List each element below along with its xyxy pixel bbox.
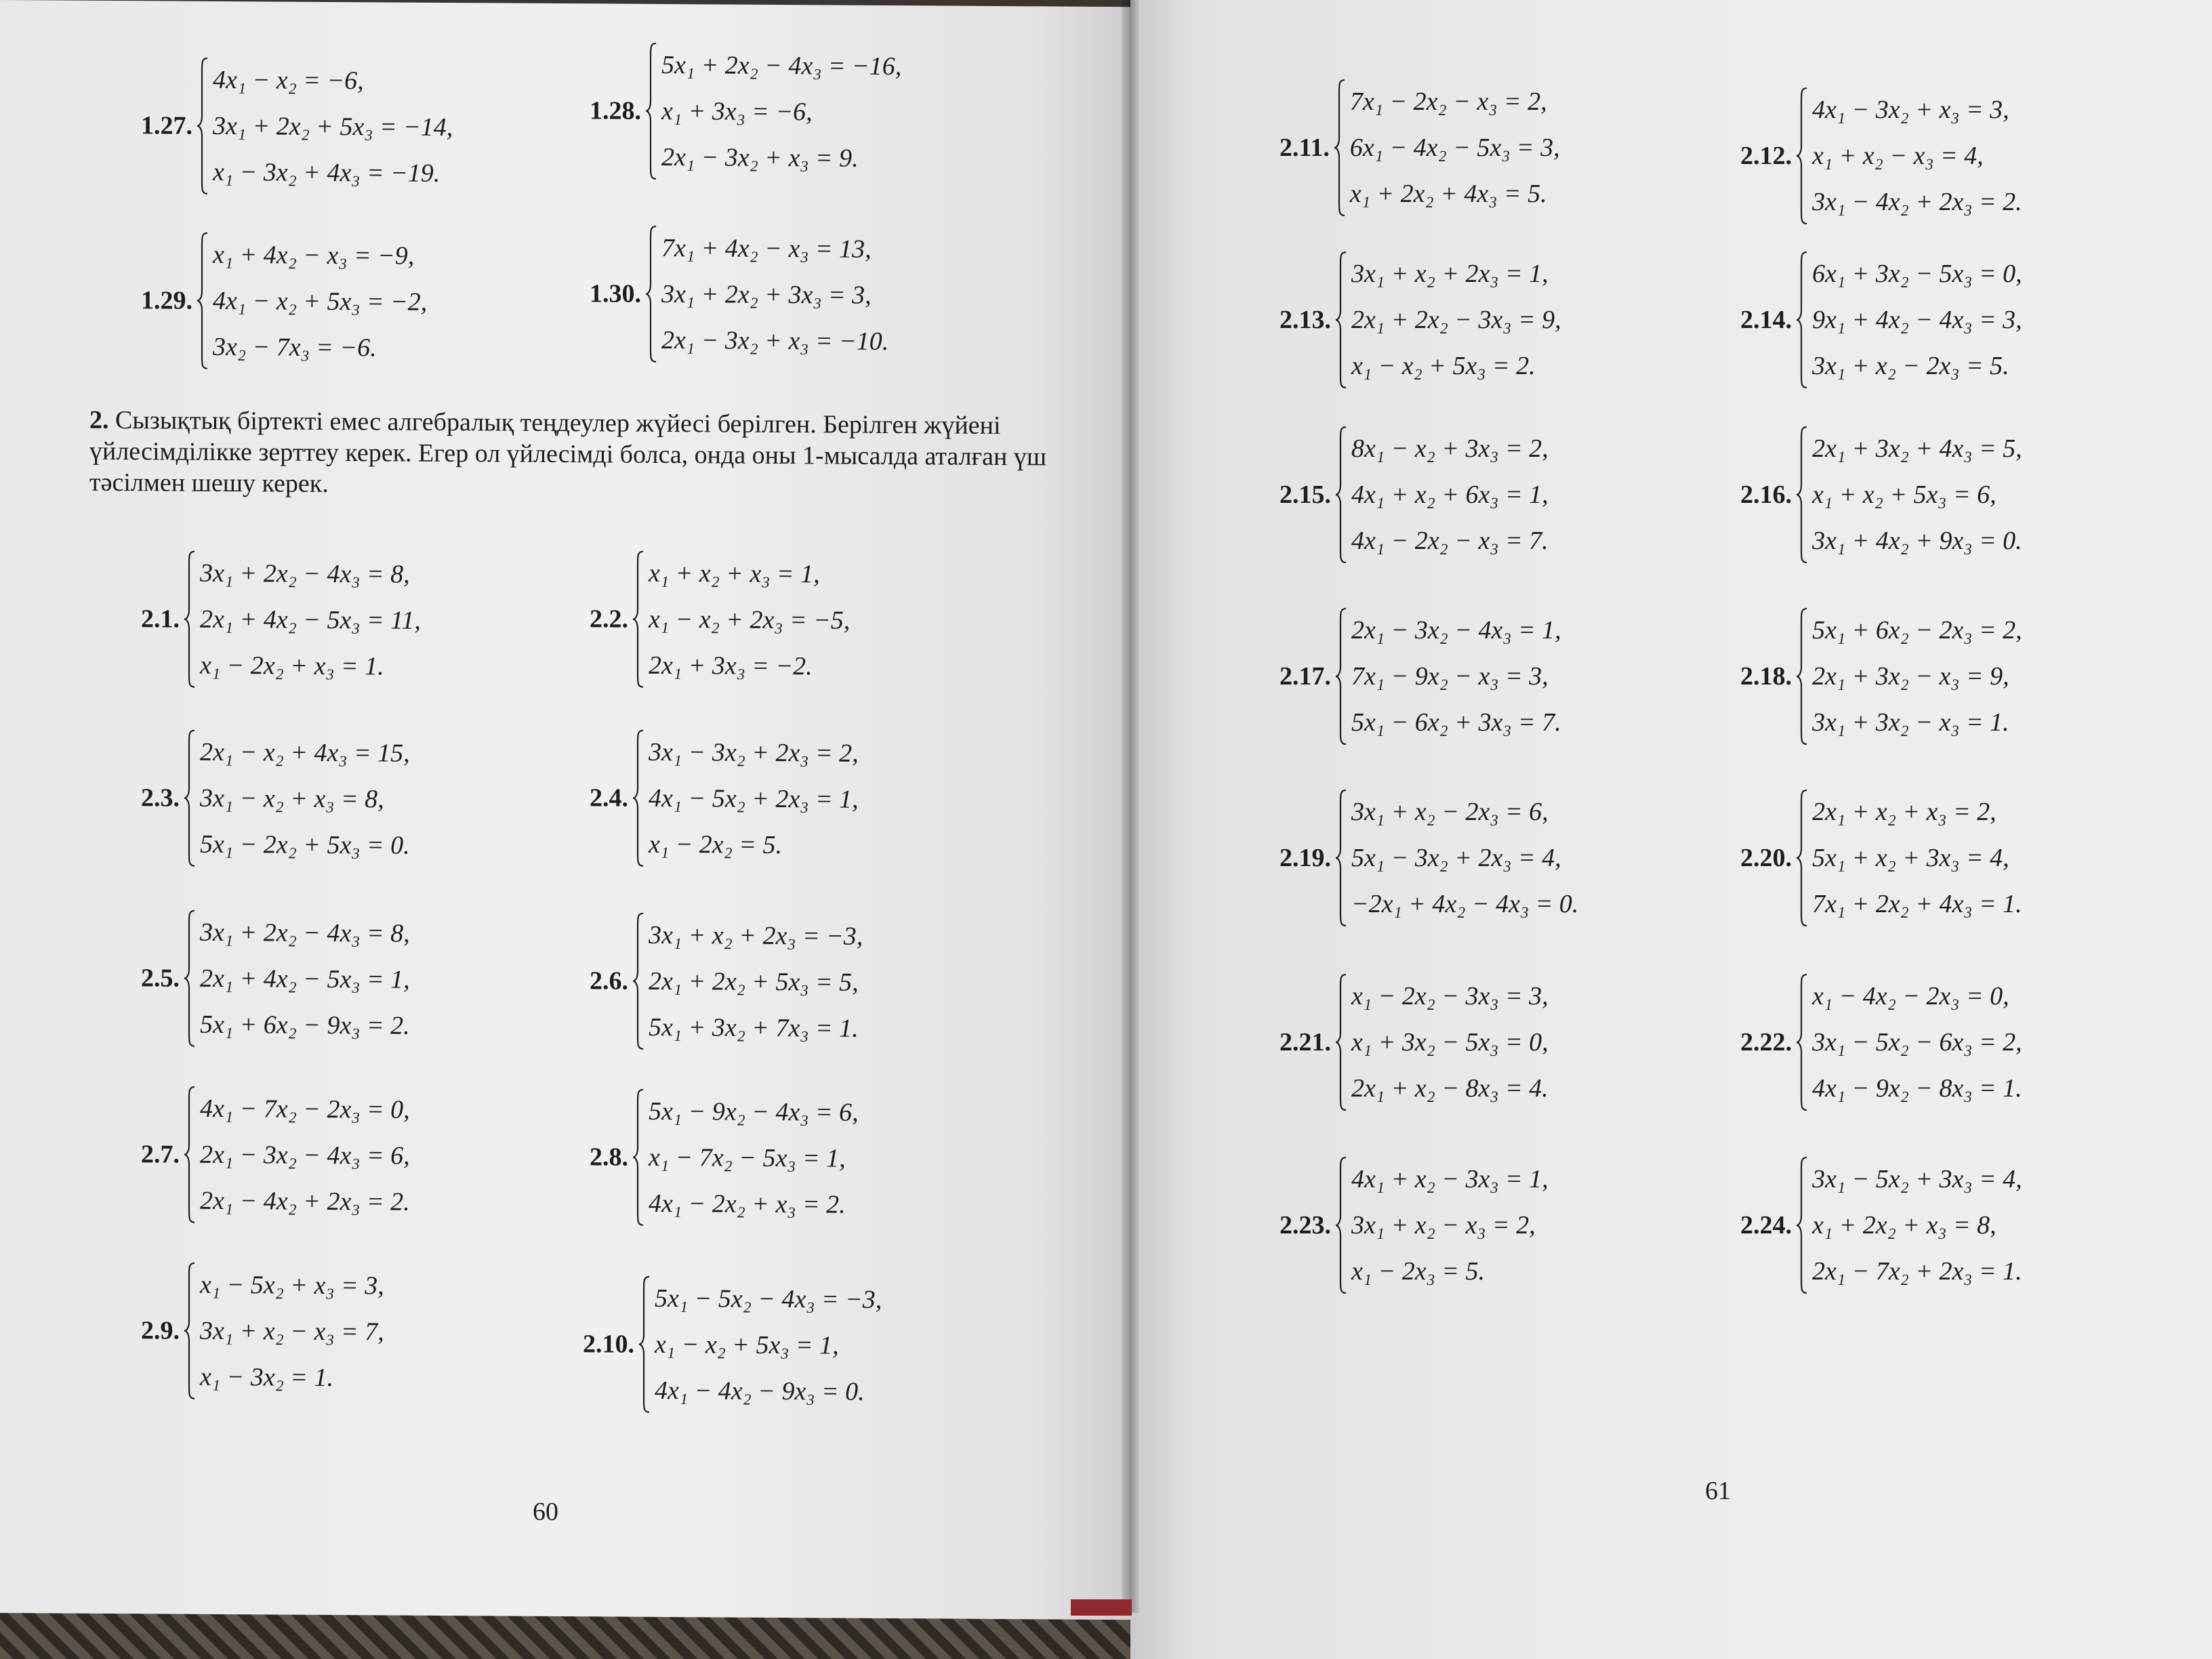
- equation: x₁ + x₂ + x₃ = 1,: [649, 558, 820, 589]
- problem-2-14: [1740, 251, 2022, 389]
- page-number-left: 60: [533, 1497, 558, 1527]
- left-page: [0, 0, 1130, 1620]
- problem-2-12: [1740, 87, 2022, 225]
- equation: 8x₁ − x₂ + 3x₃ = 2,: [1351, 434, 1549, 463]
- problem-2-15: [1279, 426, 1549, 564]
- equation-system: [649, 550, 850, 690]
- problem-number: 2.2.: [590, 605, 628, 634]
- equation-system: [1351, 973, 1549, 1111]
- equation: 2x₁ − x₂ + 4x₃ = 15,: [200, 737, 410, 768]
- equation-system: [1350, 79, 1560, 217]
- problem-number: 2.10.: [583, 1330, 634, 1359]
- equation: 3x₁ + 2x₂ + 3x₃ = 3,: [661, 279, 872, 310]
- problem-number: 2.18.: [1740, 662, 1792, 691]
- equation: 4x₁ − x₂ + 5x₃ = −2,: [213, 286, 428, 316]
- equation: 4x₁ + x₂ + 6x₃ = 1,: [1351, 480, 1549, 509]
- equation-system: [1351, 1156, 1549, 1294]
- problem-2-16: [1740, 426, 2022, 564]
- equation: 5x₁ − 9x₂ − 4x₃ = 6,: [649, 1097, 859, 1127]
- equation: 3x₁ − 3x₂ + 2x₃ = 2,: [649, 737, 859, 768]
- brace-icon: [1796, 789, 1808, 927]
- problem-number: 2.24.: [1740, 1211, 1792, 1240]
- brace-icon: [1796, 973, 1808, 1111]
- problem-number: 2.23.: [1279, 1211, 1331, 1240]
- equation: 2x₁ − 3x₂ − 4x₃ = 6,: [200, 1140, 410, 1170]
- equation: x₁ − x₂ + 2x₃ = −5,: [649, 605, 851, 635]
- equation: x₁ − x₂ + 5x₃ = 2.: [1351, 352, 1536, 380]
- equation: 4x₁ − 4x₂ − 9x₃ = 0.: [655, 1376, 865, 1406]
- problem-2-18: [1740, 607, 2022, 745]
- problem-2-2: [590, 550, 850, 689]
- problem-1-27: [141, 56, 453, 197]
- brace-icon: [1796, 426, 1808, 564]
- problem-number: 2.8.: [590, 1143, 628, 1172]
- brace-icon: [632, 550, 644, 689]
- equation: 9x₁ + 4x₂ − 4x₃ = 3,: [1812, 306, 2022, 334]
- brace-icon: [1335, 973, 1347, 1111]
- equation: 2x₁ − 3x₂ + x₃ = 9.: [661, 142, 859, 173]
- left-top-problem-area: [0, 0, 1130, 363]
- equation: 7x₁ − 9x₂ − x₃ = 3,: [1351, 662, 1549, 691]
- equation-system: [1812, 251, 2022, 389]
- book-gutter: [1122, 0, 1139, 1613]
- problem-2-23: [1279, 1156, 1549, 1294]
- equation-system: [1812, 87, 2022, 225]
- equation: 3x₁ − x₂ + x₃ = 8,: [200, 783, 384, 814]
- equation-system: [1812, 607, 2022, 745]
- equation: 3x₁ + x₂ − 2x₃ = 6,: [1351, 798, 1549, 826]
- problem-number: 2.14.: [1740, 306, 1792, 334]
- equation-system: [200, 909, 410, 1049]
- equation: x₁ + x₂ + 5x₃ = 6,: [1812, 480, 1996, 509]
- equation-system: [649, 912, 863, 1052]
- brace-icon: [184, 1262, 196, 1400]
- problem-2-22: [1740, 973, 2022, 1111]
- brace-icon: [632, 1088, 644, 1227]
- equation-system: [1351, 789, 1578, 927]
- equation: 3x₁ + x₂ − 2x₃ = 5.: [1812, 352, 2009, 380]
- problem-number: 2.13.: [1279, 306, 1331, 334]
- equation: 5x₁ − 3x₂ + 2x₃ = 4,: [1351, 844, 1561, 872]
- equation: 5x₁ + 2x₂ − 4x₃ = −16,: [661, 50, 902, 81]
- problem-number: 1.30.: [590, 279, 641, 308]
- equation: x₁ − 2x₂ − 3x₃ = 3,: [1351, 982, 1549, 1010]
- problem-number: 2.5.: [141, 964, 180, 993]
- equation-system: [1812, 426, 2022, 564]
- brace-icon: [1335, 789, 1347, 927]
- task-statement: [89, 405, 1065, 504]
- problem-2-20: [1740, 789, 2022, 927]
- problem-2-11: [1279, 79, 1560, 217]
- problem-number: 2.4.: [590, 783, 628, 813]
- equation-system: [655, 1275, 882, 1415]
- equation: 4x₁ − 3x₂ + x₃ = 3,: [1812, 96, 2009, 124]
- equation: 3x₁ + 3x₂ − x₃ = 1.: [1812, 708, 2009, 737]
- equation: 3x₁ + 2x₂ − 4x₃ = 8,: [200, 918, 410, 948]
- equation-system: [213, 57, 453, 197]
- problem-number: 2.12.: [1740, 142, 1792, 170]
- brace-icon: [1796, 1156, 1808, 1294]
- equation: 5x₁ − 6x₂ + 3x₃ = 7.: [1351, 708, 1561, 737]
- brace-icon: [1335, 251, 1347, 389]
- equation: x₁ − 3x₂ = 1.: [200, 1362, 333, 1393]
- brace-icon: [1335, 1156, 1347, 1294]
- equation: x₁ − 2x₃ = 5.: [1351, 1257, 1485, 1286]
- equation: 6x₁ − 4x₂ − 5x₃ = 3,: [1349, 134, 1560, 162]
- equation: x₁ − 4x₂ − 2x₃ = 0,: [1812, 982, 2009, 1010]
- problem-number: 2.19.: [1279, 844, 1331, 872]
- equation: 3x₂ − 7x₃ = −6.: [213, 332, 377, 363]
- equation: 5x₁ − 5x₂ − 4x₃ = −3,: [655, 1284, 882, 1314]
- equation: 4x₁ + x₂ − 3x₃ = 1,: [1351, 1165, 1549, 1193]
- problem-2-6: [590, 912, 863, 1051]
- problem-2-13: [1279, 251, 1561, 389]
- equation: 3x₁ + x₂ + 2x₃ = −3,: [649, 920, 863, 951]
- equation: x₁ − 7x₂ − 5x₃ = 1,: [649, 1143, 846, 1173]
- equation: 3x₁ + x₂ − x₃ = 7,: [200, 1316, 384, 1347]
- equation-system: [213, 232, 427, 371]
- equation-system: [1351, 251, 1561, 389]
- equation: 2x₁ + 3x₃ = −2.: [649, 651, 813, 681]
- equation: 3x₁ − 5x₂ − 6x₃ = 2,: [1812, 1028, 2022, 1057]
- brace-icon: [645, 42, 657, 180]
- equation: x₁ + 3x₂ − 5x₃ = 0,: [1351, 1028, 1549, 1057]
- problem-2-5: [141, 909, 410, 1048]
- problem-2-8: [590, 1088, 859, 1227]
- equation-system: [1351, 426, 1549, 564]
- equation: 4x₁ − 2x₂ + x₃ = 2.: [649, 1189, 846, 1219]
- equation: 3x₁ − 4x₂ + 2x₃ = 2.: [1812, 188, 2022, 216]
- equation: 2x₁ + 4x₂ − 5x₃ = 1,: [200, 964, 410, 994]
- brace-icon: [1796, 87, 1808, 225]
- equation: 5x₁ + 6x₂ − 9x₃ = 2.: [200, 1010, 410, 1040]
- problem-number: 2.15.: [1279, 480, 1331, 509]
- book-cover-edge: [1071, 1599, 1132, 1616]
- problem-2-1: [141, 550, 421, 690]
- problem-2-24: [1740, 1156, 2022, 1294]
- brace-icon: [1335, 426, 1347, 564]
- equation: 3x₁ + x₂ + 2x₃ = 1,: [1351, 260, 1549, 288]
- equation: 2x₁ − 7x₂ + 2x₃ = 1.: [1812, 1257, 2022, 1286]
- brace-icon: [197, 57, 209, 195]
- equation-system: [661, 225, 888, 365]
- problem-number: 2.6.: [590, 966, 628, 996]
- equation: 5x₁ + 6x₂ − 2x₃ = 2,: [1812, 616, 2022, 644]
- equation: 5x₁ + x₂ + 3x₃ = 4,: [1812, 844, 2009, 872]
- brace-icon: [184, 909, 196, 1048]
- problem-number: 2.9.: [141, 1316, 180, 1345]
- problem-2-19: [1279, 789, 1578, 927]
- problem-2-9: [141, 1261, 384, 1401]
- equation: 2x₁ − 3x₂ − 4x₃ = 1,: [1351, 616, 1561, 644]
- problem-2-17: [1279, 607, 1561, 745]
- equation: 4x₁ − 2x₂ − x₃ = 7.: [1351, 527, 1549, 555]
- problem-number: 2.7.: [141, 1140, 180, 1169]
- equation: 2x₁ + x₂ − 8x₃ = 4.: [1351, 1074, 1549, 1103]
- page-number-right: 61: [1705, 1477, 1731, 1505]
- problem-2-21: [1279, 973, 1549, 1111]
- equation: 7x₁ + 4x₂ − x₃ = 13,: [661, 233, 872, 264]
- right-page: [1130, 0, 2212, 1659]
- brace-icon: [1335, 607, 1347, 745]
- equation: x₁ − 2x₂ = 5.: [649, 830, 782, 860]
- equation: x₁ + 2x₂ + 4x₃ = 5.: [1349, 180, 1547, 208]
- problem-2-7: [141, 1085, 410, 1225]
- equation-system: [1351, 607, 1561, 745]
- equation: 7x₁ + 2x₂ + 4x₃ = 1.: [1812, 890, 2022, 918]
- equation: 4x₁ − 9x₂ − 8x₃ = 1.: [1812, 1074, 2022, 1103]
- brace-icon: [632, 729, 644, 867]
- brace-icon: [1796, 251, 1808, 389]
- equation: x₁ + 4x₂ − x₃ = −9,: [213, 240, 415, 270]
- equation: 2x₁ − 3x₂ + x₃ = −10.: [661, 325, 889, 356]
- equation: 3x₁ + 4x₂ + 9x₃ = 0.: [1812, 527, 2022, 555]
- brace-icon: [197, 232, 209, 370]
- task-number: 2.: [89, 405, 109, 434]
- equation-system: [649, 1088, 859, 1228]
- equation: 4x₁ − x₂ = −6,: [213, 65, 364, 96]
- brace-icon: [184, 550, 196, 689]
- problem-2-10: [583, 1275, 882, 1415]
- problem-number: 2.1.: [141, 605, 180, 634]
- brace-icon: [632, 912, 644, 1050]
- problem-1-29: [141, 231, 427, 371]
- equation: x₁ + 2x₂ + x₃ = 8,: [1812, 1211, 1996, 1240]
- equation: 4x₁ − 7x₂ − 2x₃ = 0,: [200, 1094, 410, 1124]
- equation: 7x₁ − 2x₂ − x₃ = 2,: [1349, 87, 1547, 116]
- equation-system: [200, 550, 421, 690]
- equation-system: [200, 729, 410, 869]
- problem-number: 1.27.: [141, 111, 192, 140]
- equation-system: [200, 1262, 384, 1401]
- equation: x₁ + 3x₃ = −6,: [661, 96, 813, 127]
- brace-icon: [184, 1086, 196, 1224]
- equation: 2x₁ + 2x₂ − 3x₃ = 9,: [1351, 306, 1561, 334]
- equation: 2x₁ − 4x₂ + 2x₃ = 2.: [200, 1186, 410, 1216]
- equation: 2x₁ + 3x₂ − x₃ = 9,: [1812, 662, 2009, 691]
- equation: 2x₁ + 4x₂ − 5x₃ = 11,: [200, 605, 421, 635]
- equation: 3x₁ + 2x₂ − 4x₃ = 8,: [200, 558, 410, 589]
- equation: 2x₁ + 2x₂ + 5x₃ = 5,: [649, 966, 859, 997]
- problem-1-28: [590, 41, 901, 182]
- equation: 3x₁ + 2x₂ + 5x₃ = −14,: [213, 111, 453, 142]
- equation: x₁ + x₂ − x₃ = 4,: [1812, 142, 1984, 170]
- equation: 4x₁ − 5x₂ + 2x₃ = 1,: [649, 783, 859, 814]
- problem-number: 1.28.: [590, 96, 641, 125]
- problem-number: 2.3.: [141, 783, 180, 813]
- equation-system: [1812, 789, 2022, 927]
- problem-number: 2.17.: [1279, 662, 1331, 691]
- equation: 2x₁ + x₂ + x₃ = 2,: [1812, 798, 1996, 826]
- brace-icon: [638, 1275, 651, 1414]
- equation: −2x₁ + 4x₂ − 4x₃ = 0.: [1351, 890, 1579, 918]
- brace-icon: [645, 225, 657, 363]
- problem-number: 2.21.: [1279, 1028, 1331, 1057]
- equation-system: [1812, 973, 2022, 1111]
- problem-number: 1.29.: [141, 286, 192, 315]
- equation-system: [200, 1086, 410, 1225]
- equation-system: [661, 42, 901, 182]
- equation: 3x₁ − 5x₂ + 3x₃ = 4,: [1812, 1165, 2022, 1193]
- problem-1-30: [590, 224, 888, 365]
- problem-number: 2.16.: [1740, 480, 1792, 509]
- equation: 6x₁ + 3x₂ − 5x₃ = 0,: [1812, 260, 2022, 288]
- equation: x₁ − x₂ + 5x₃ = 1,: [655, 1330, 839, 1360]
- brace-icon: [184, 729, 196, 867]
- problem-number: 2.22.: [1740, 1028, 1792, 1057]
- problem-number: 2.11.: [1279, 134, 1330, 162]
- problem-number: 2.20.: [1740, 844, 1792, 872]
- brace-icon: [1334, 79, 1346, 217]
- equation: 3x₁ + x₂ − x₃ = 2,: [1351, 1211, 1536, 1240]
- equation-system: [649, 729, 859, 869]
- problem-2-4: [590, 729, 859, 868]
- brace-icon: [1796, 607, 1808, 745]
- equation: 5x₁ − 2x₂ + 5x₃ = 0.: [200, 830, 410, 860]
- equation: x₁ − 2x₂ + x₃ = 1.: [200, 651, 384, 681]
- equation-system: [1812, 1156, 2022, 1294]
- equation: 2x₁ + 3x₂ + 4x₃ = 5,: [1812, 434, 2022, 463]
- equation: x₁ − 3x₂ + 4x₃ = −19.: [213, 157, 441, 188]
- equation: 5x₁ + 3x₂ + 7x₃ = 1.: [649, 1012, 859, 1043]
- equation: x₁ − 5x₂ + x₃ = 3,: [200, 1270, 384, 1300]
- problem-2-3: [141, 729, 410, 868]
- task-text: Сызықтық біртекті емес алгебралық теңдеулер жүйесі берілген. Берілген жүйені үйлесімділікке зерттеу керек. Егер ол үйлесімді болса, онда оны 1-мысалда аталған үш тәсілмен шешу керек.: [89, 406, 1047, 498]
